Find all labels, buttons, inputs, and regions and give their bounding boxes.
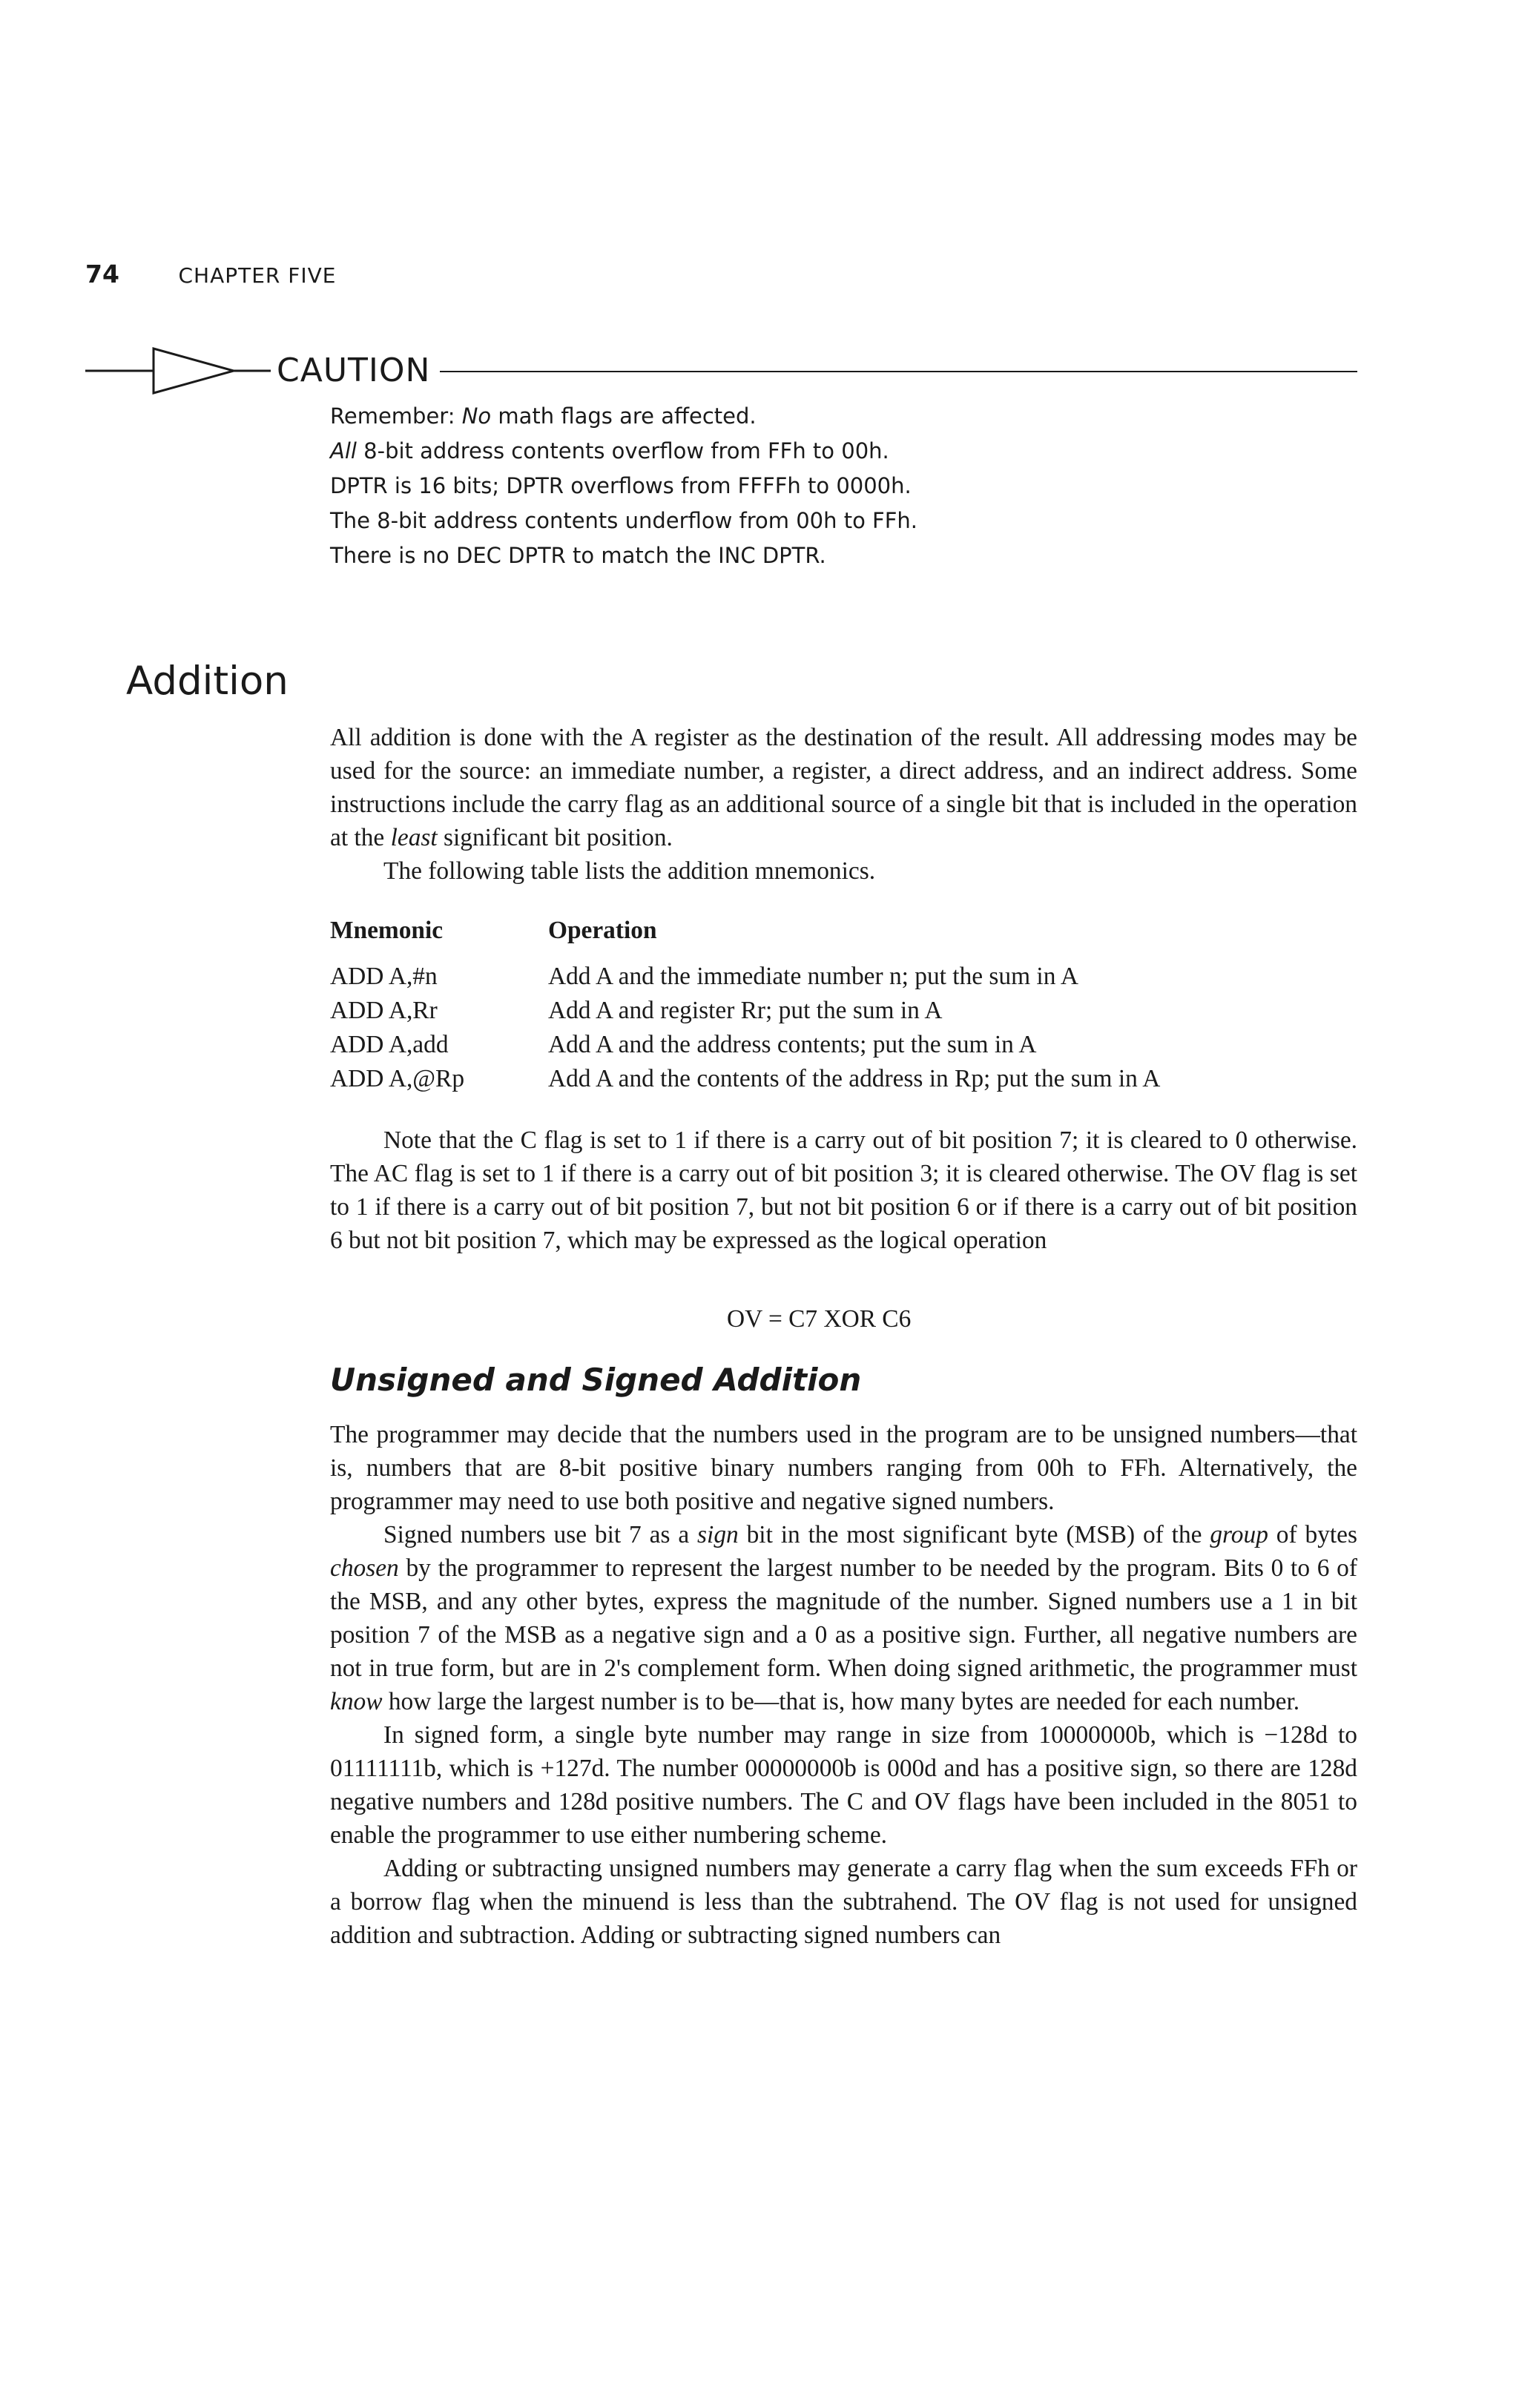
mnemonic-cell: ADD A,#n: [330, 963, 438, 990]
note-paragraph: Note that the C flag is set to 1 if there is a carry out of bit position 7; it is cleared to 0 otherwise. The AC flag is set to 1 if there is a carry out of bit position 3; it is cleared otherwise. The OV flag is set to 1 if there is a carry out of bit position 7, but not bit position 6 or if there is a carry out of bit position 6 but not bit position 7, which may be expressed as the logical operation: [330, 1127, 1357, 1254]
body-paragraph: Signed numbers use bit 7 as a sign bit in the most significant byte (MSB) of the group of bytes chosen by the programmer to represent the largest number to be needed by the program. Bits 0 to 6 of the MSB, and any other bytes, express the magnitude of the number. Signed numbers use a 1 in bit position 7 of the MSB as a negative sign and a 0 as a positive sign. Further, all negative numbers are not in true form, but are in 2's complement form. When doing signed arithmetic, the programmer must know how large the largest number is to be—that is, how many bytes are needed for each number.: [330, 1521, 1357, 1715]
table-header-operation: Operation: [548, 917, 657, 944]
running-head: [85, 260, 337, 288]
subsection-body: [330, 1418, 1357, 1952]
table-row: [330, 1062, 1160, 1096]
mnemonic-table: [330, 914, 1160, 1096]
caution-line: The 8-bit address contents underflow from 00h to FFh.: [330, 508, 918, 533]
table-intro-paragraph: The following table lists the addition mnemonics.: [383, 857, 876, 885]
note-block: [330, 1124, 1357, 1257]
table-row: [330, 994, 1160, 1028]
mnemonic-cell: ADD A,@Rp: [330, 1065, 465, 1092]
caution-rule: [440, 371, 1357, 372]
body-paragraph: The programmer may decide that the numbers used in the program are to be unsigned numbers—that is, numbers that are 8-bit positive binary numbers ranging from 00h to FFh. Alternatively, the programmer may need to use both positive and negative signed numbers.: [330, 1421, 1357, 1515]
operation-cell: Add A and the address contents; put the sum in A: [548, 1031, 1037, 1058]
mnemonic-cell: ADD A,add: [330, 1031, 449, 1058]
table-header-row: [330, 914, 1160, 960]
subsection-title: Unsigned and Signed Addition: [330, 1362, 862, 1398]
body-paragraph: Adding or subtracting unsigned numbers may generate a carry flag when the sum exceeds FFh or a borrow flag when the minuend is less than the subtrahend. The OV flag is not used for unsigned addition and subtraction. Adding or subtracting signed numbers can: [330, 1855, 1357, 1949]
caution-line: There is no DEC DPTR to match the INC DPTR.: [330, 543, 826, 568]
section-title: Addition: [126, 659, 289, 704]
caution-body: [330, 399, 1294, 573]
section-intro: [330, 721, 1357, 888]
table-row: [330, 1028, 1160, 1062]
caution-header: [85, 343, 1357, 395]
intro-paragraph: All addition is done with the A register as the destination of the result. All addressing modes may be used for the source: an immediate number, a register, a direct address, and an indirect address. Some instructions include the carry flag as an additional source of a single bit that is included in the operation at the least significant bit position.: [330, 724, 1357, 851]
chapter-title: CHAPTER FIVE: [178, 263, 337, 288]
caution-line: DPTR is 16 bits; DPTR overflows from FFFFh to 0000h.: [330, 473, 912, 498]
caution-line: All 8-bit address contents overflow from FFh to 00h.: [330, 438, 889, 464]
operation-cell: Add A and the contents of the address in Rp; put the sum in A: [548, 1065, 1161, 1092]
page-number: 74: [85, 260, 119, 288]
operation-cell: Add A and the immediate number n; put the sum in A: [548, 963, 1079, 990]
equation: OV = C7 XOR C6: [727, 1305, 912, 1333]
caution-line: Remember: No math flags are affected.: [330, 403, 757, 429]
operation-cell: Add A and register Rr; put the sum in A: [548, 997, 943, 1024]
caution-title: CAUTION: [277, 352, 431, 389]
mnemonic-cell: ADD A,Rr: [330, 997, 438, 1024]
table-row: [330, 960, 1160, 994]
caution-arrow-icon: [85, 343, 286, 395]
table-header-mnemonic: Mnemonic: [330, 917, 444, 944]
body-paragraph: In signed form, a single byte number may range in size from 10000000b, which is −128d to 01111111b, which is +127d. The number 00000000b is 000d and has a positive sign, so there are 128d negative numbers and 128d positive numbers. The C and OV flags have been included in the 8051 to enable the programmer to use either numbering scheme.: [330, 1721, 1357, 1849]
